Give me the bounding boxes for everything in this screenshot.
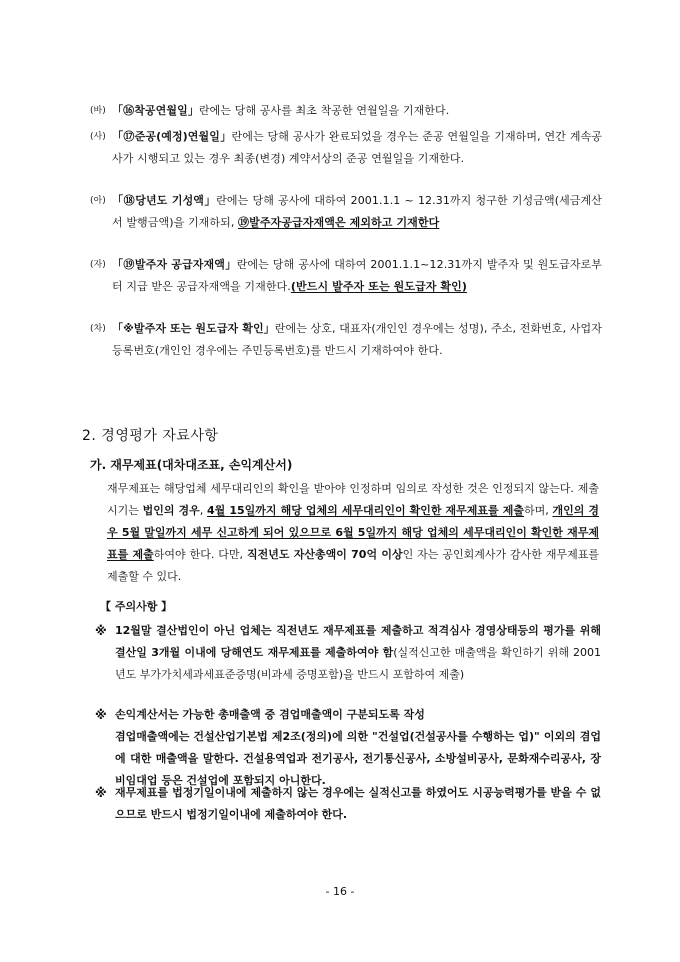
note-star: ※ [95,624,107,638]
item-marker: (사) [90,132,106,142]
item-start-date [90,100,602,122]
para-text: 인 자는 공인회계사가 감사한 재무제표를 제출할 수 있다. [107,548,599,583]
para-text: 하여야 한다. 다만, [153,548,247,561]
para-text: 하며, [523,504,553,517]
para-emphasis: 4월 15일까지 해당 업체의 세무대리인이 확인한 재무제표를 제출 [207,504,524,517]
item-heading: 「※발주자 또는 원도급자 확인」 [112,322,275,335]
item-heading: 「⑲발주자 공급자재액」 [112,258,237,271]
item-text: 란에는 당해 공사에 대하여 2001.1.1 ~ 12.31까지 청구한 기성금액(세금계산서 발행금액)을 기재하되, [112,194,602,229]
financial-statement-paragraph [107,478,599,588]
item-completion-date [90,126,602,170]
item-marker: (차) [90,324,106,334]
item-heading: 「⑱당년도 기성액」 [112,194,217,207]
note-star: ※ [95,708,107,722]
item-supplied-materials [90,254,602,298]
subsection-title: 가. 재무제표(대차대조표, 손익계산서) [90,458,293,472]
item-text: 란에는 당해 공사가 완료되었을 경우는 준공 연월일을 기재하며, 연간 계속공사가 시행되고 있는 경우 최종(변경) 계약서상의 준공 연월일을 기재한다. [112,130,602,165]
item-client-confirmation [90,318,603,362]
item-text: 란에는 상호, 대표자(개인인 경우에는 성명), 주소, 전화번호, 사업자등록번호(개인인 경우에는 주민등록번호)를 반드시 기재하여야 한다. [112,322,603,357]
item-marker: (아) [90,196,106,206]
item-text: 란에는 당해 공사를 최초 착공한 연월일을 기재한다. [198,104,450,117]
item-marker: (자) [90,260,106,270]
item-emphasis: ⑲발주자공급자재액은 제외하고 기재한다 [238,216,440,229]
para-emphasis: 개인의 경우 5월 말일까지 세무 신고하게 되어 있으므로 6월 5일까지 해당 업체의 세무대리인이 확인한 재무제표를 제출 [107,504,600,561]
item-heading: 「⑯착공연월일」 [112,104,199,117]
item-current-year-amount [90,190,602,234]
note-star: ※ [95,786,107,800]
note-item [115,620,601,686]
section-title: 2. 경영평가 자료사항 [82,428,219,444]
note-text: (실적신고한 매출액을 확인하기 위해 2001년도 부가가치세과세표준증명(비과세 증명포함)을 반드시 포함하여 제출) [115,646,601,681]
para-text: 재무제표는 해당업체 세무대리인의 확인을 받아야 인정하며 임의로 작성한 것은 인정되지 않는다. 제출시기는 [107,482,599,517]
page-number: - 16 - [325,885,355,898]
note-bold: 12월말 결산법인이 아닌 업체는 직전년도 재무제표를 제출하고 적격심사 경영상태등의 평가를 위해 결산일 3개월 이내에 당해연도 재무제표를 제출하여야 함 [115,624,601,659]
note-bold: 재무제표를 법정기일이내에 제출하지 않는 경우에는 실적신고를 하였어도 시공능력평가를 받을 수 없으므로 반드시 법정기일이내에 제출하여야 한다. [115,786,601,821]
note-bold: 손익계산서는 가능한 총매출액 중 겸업매출액이 구분되도록 작성 [115,708,425,721]
note-item [115,704,601,792]
note-item [115,782,601,826]
item-marker: (바) [90,106,106,116]
note-bold: 겸업매출액에는 건설산업기본법 제2조(정의)에 의한 "건설업(건설공사를 수행하는 업)" 이외의 겸업에 대한 매출액을 말한다. 건설용역업과 전기공사, 전기통신공사, 소방설비공사, 문화재수리공사, 장비임대업 등은 건설업에 포함되지 아니한다. [115,730,601,787]
item-heading: 「⑰준공(예정)연월일」 [112,130,232,143]
notice-title: 【 주의사항 】 [100,600,173,613]
item-emphasis: (반드시 발주자 또는 원도급자 확인) [290,280,468,293]
item-text: 란에는 당해 공사에 대하여 2001.1.1~12.31까지 발주자 및 원도급자로부터 지급 받은 공급자재액을 기재한다. [112,258,602,293]
para-bold: 법인의 경우 [142,504,200,517]
para-bold: 직전년도 자산총액이 70억 이상 [246,548,403,561]
para-text: , [199,504,208,517]
